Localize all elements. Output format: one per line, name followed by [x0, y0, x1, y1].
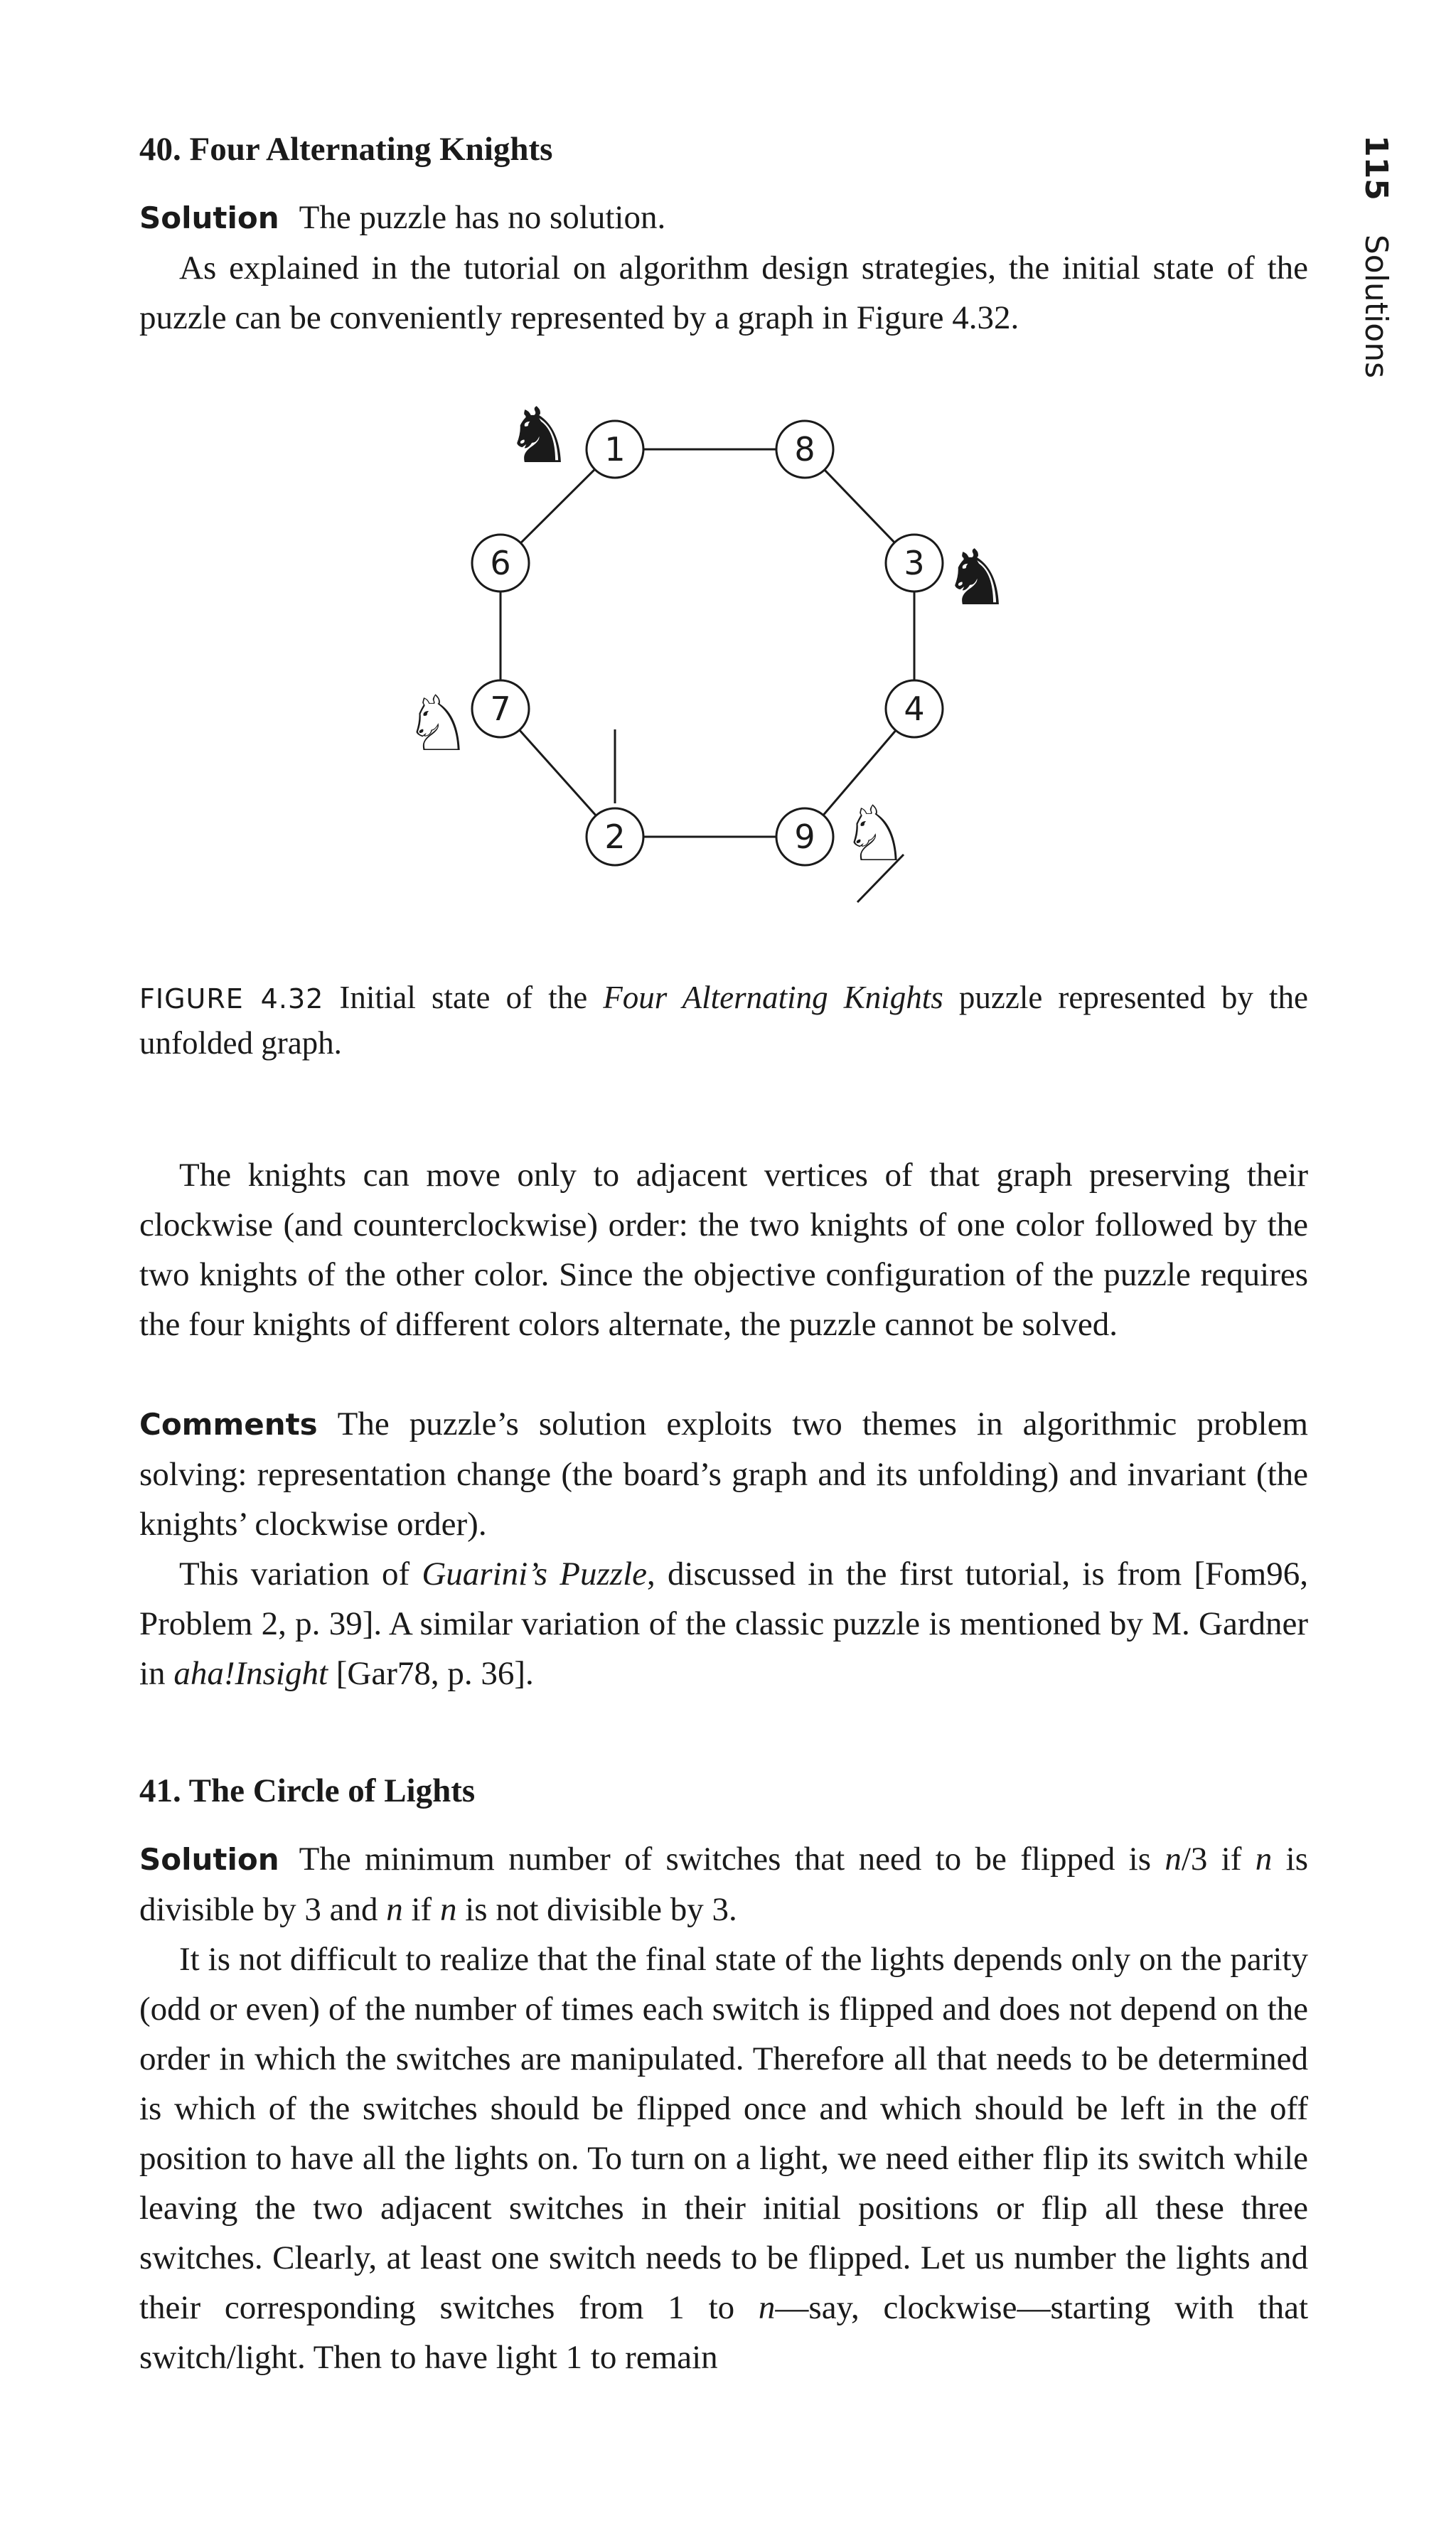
paragraph: It is not difficult to realize that the final state of the lights depends only on the parity (odd or even) of the number of times each switch is flipped and does not depend on the order in which the switches are manipulated. Therefore all that needs to be determined is which of the switches should be flipped once and which should be left in the off position to have all the lights on. To turn on a light, we need either flip its switch while leaving the two adjacent switches in their initial positions or flip all these three switches. Clearly, at least one switch needs to be flipped. Let us number the lights and their corresponding switches from 1 to n—say, clockwise—starting with that switch/light. Then to have light 1 to remain: [139, 1941, 1309, 2377]
comments-paragraph: Comments The puzzle’s solution exploits two themes in algorithmic problem solving: representation change (the board’s graph and its unfolding) and invariant (the knights’ clockwise order).: [139, 1406, 1308, 1543]
paragraph: This variation of Guarini’s Puzzle, discussed in the first tutorial, is from [Fom96, Problem 2, p. 39]. A similar variation of the classic puzzle is mentioned by M. Gardner in aha!Insight [Gar78, p. 36].: [139, 1556, 1308, 1693]
graph-node-label: 2: [604, 818, 626, 857]
graph-node-label: 9: [794, 818, 815, 857]
solution-paragraph: [139, 193, 1308, 243]
page-number: 115: [1358, 135, 1394, 200]
graph-node: [886, 535, 943, 591]
graph-node-label: 7: [490, 690, 511, 729]
graph-node-label: 8: [794, 430, 815, 469]
graph-edge-lines: [500, 449, 914, 837]
graph-edge: [825, 470, 895, 542]
graph-node: [587, 421, 643, 478]
graph-node-label: 1: [604, 430, 626, 469]
graph-node: [886, 680, 943, 737]
graph-node: [776, 808, 833, 865]
graph-node: [587, 808, 643, 865]
section-title: Solutions: [1358, 234, 1394, 379]
graph-node: [472, 535, 529, 591]
knight-black-icon: ♞: [504, 392, 574, 481]
solution-text: The puzzle has no solution.: [299, 199, 666, 237]
graph-node-label: 6: [490, 544, 511, 583]
knight-white-icon: ♘: [403, 680, 473, 769]
graph-node-label: 4: [904, 690, 925, 729]
solution-label: Solution: [139, 1842, 279, 1878]
solution-paragraph: Solution The minimum number of switches that need to be flipped is n/3 if n is divisible by 3 and n if n is not divisible by 3.: [139, 1841, 1308, 1929]
figure-4-32: [139, 371, 1308, 975]
solution-label: Solution: [139, 200, 279, 236]
knights: [404, 392, 1012, 879]
paragraph: As explained in the tutorial on algorithm design strategies, the initial state of the puzzle can be conveniently represented by a graph in Figure 4.32.: [139, 250, 1308, 337]
graph-figure: [139, 371, 1308, 975]
graph-edge: [520, 730, 596, 815]
graph-node: [472, 680, 529, 737]
knight-white-icon: ♘: [840, 790, 910, 879]
graph-node: [776, 421, 833, 478]
section-heading-40: 40. Four Alternating Knights: [139, 131, 553, 168]
running-header: [1358, 135, 1394, 378]
main-content: [139, 128, 1308, 2382]
figure-caption: FIGURE 4.32 Initial state of the Four Alternating Knights puzzle represented by the unfolded graph.: [139, 980, 1308, 1061]
caption-label: FIGURE 4.32: [139, 983, 324, 1015]
section-heading-41: 41. The Circle of Lights: [139, 1772, 476, 1810]
graph-node-label: 3: [904, 544, 925, 583]
knight-black-icon: ♞: [942, 534, 1012, 623]
comments-label: Comments: [139, 1407, 318, 1442]
paragraph: The knights can move only to adjacent vertices of that graph preserving their clockwise (and counterclockwise) order: the two knights of one color followed by the two knights of the other color. Since the objective configuration of the puzzle requires the four knights of different colors alternate, the puzzle cannot be solved.: [139, 1157, 1308, 1344]
